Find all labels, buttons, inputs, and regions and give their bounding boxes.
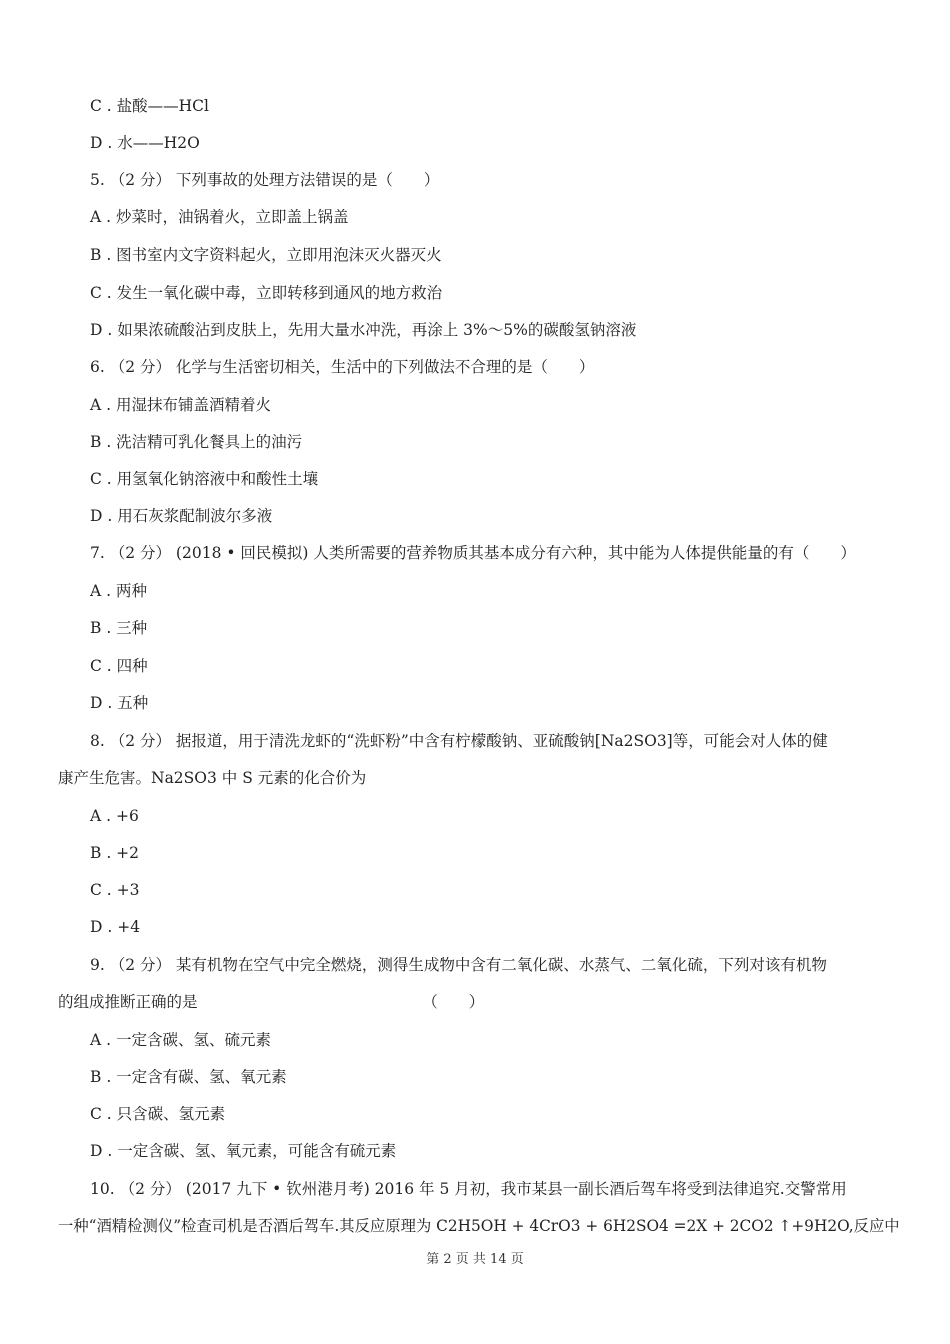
option-b-q5: B . 图书室内文字资料起火，立即用泡沫灭火器灭火 <box>90 246 442 264</box>
option-d-q7: D . 五种 <box>90 694 149 712</box>
option-d-q9: D . 一定含碳、氢、氧元素，可能含有硫元素 <box>90 1142 397 1160</box>
option-b-q8: B . +2 <box>90 844 140 862</box>
option-a-q8: A . +6 <box>90 807 139 825</box>
question-8: 8. （2 分） 据报道，用于清洗龙虾的“洗虾粉”中含有柠檬酸钠、亚硫酸钠[Na2SO3]等，可能会对人体的健 <box>90 732 828 750</box>
question-10-continued: 一种“酒精检测仪”检查司机是否酒后驾车.其反应原理为 C2H5OH + 4CrO3 + 6H2SO4 =2X + 2CO2 ↑+9H2O,反应中 <box>58 1217 900 1235</box>
option-c-q8: C . +3 <box>90 881 140 899</box>
option-c-q7: C . 四种 <box>90 657 148 675</box>
option-d-q4: D . 水——H2O <box>90 134 200 152</box>
option-c-q6: C . 用氢氧化钠溶液中和酸性土壤 <box>90 470 319 488</box>
option-b-q9: B . 一定含有碳、氢、氧元素 <box>90 1068 287 1086</box>
option-b-q6: B . 洗洁精可乳化餐具上的油污 <box>90 433 303 451</box>
option-d-q8: D . +4 <box>90 918 141 936</box>
option-c-q4: C . 盐酸——HCl <box>90 97 209 115</box>
question-7: 7. （2 分） (2018 • 回民模拟) 人类所需要的营养物质其基本成分有六种，其中能为人体提供能量的有（ ） <box>90 544 856 562</box>
option-d-q5: D . 如果浓硫酸沾到皮肤上，先用大量水冲洗，再涂上 3%～5%的碳酸氢钠溶液 <box>90 321 637 339</box>
option-a-q5: A . 炒菜时，油锅着火，立即盖上锅盖 <box>90 208 349 226</box>
option-a-q7: A . 两种 <box>90 582 147 600</box>
option-a-q9: A . 一定含碳、氢、硫元素 <box>90 1031 271 1049</box>
option-a-q6: A . 用湿抹布铺盖酒精着火 <box>90 396 271 414</box>
option-c-q5: C . 发生一氧化碳中毒，立即转移到通风的地方救治 <box>90 284 443 302</box>
option-c-q9: C . 只含碳、氢元素 <box>90 1105 226 1123</box>
question-9-continued: 的组成推断正确的是 （ ） <box>58 993 485 1011</box>
option-b-q7: B . 三种 <box>90 619 148 637</box>
question-5: 5. （2 分） 下列事故的处理方法错误的是（ ） <box>90 171 440 189</box>
page-footer: 第 2 页 共 14 页 <box>426 1252 524 1267</box>
question-6: 6. （2 分） 化学与生活密切相关，生活中的下列做法不合理的是（ ） <box>90 358 595 376</box>
question-8-continued: 康产生危害。Na2SO3 中 S 元素的化合价为 <box>58 769 367 787</box>
question-9: 9. （2 分） 某有机物在空气中完全燃烧，测得生成物中含有二氧化碳、水蒸气、二氧化硫，下列对该有机物 <box>90 956 827 974</box>
option-d-q6: D . 用石灰浆配制波尔多液 <box>90 507 273 525</box>
question-10: 10. （2 分） (2017 九下 • 钦州港月考) 2016 年 5 月初，我市某县一副长酒后驾车将受到法律追究.交警常用 <box>90 1180 847 1198</box>
